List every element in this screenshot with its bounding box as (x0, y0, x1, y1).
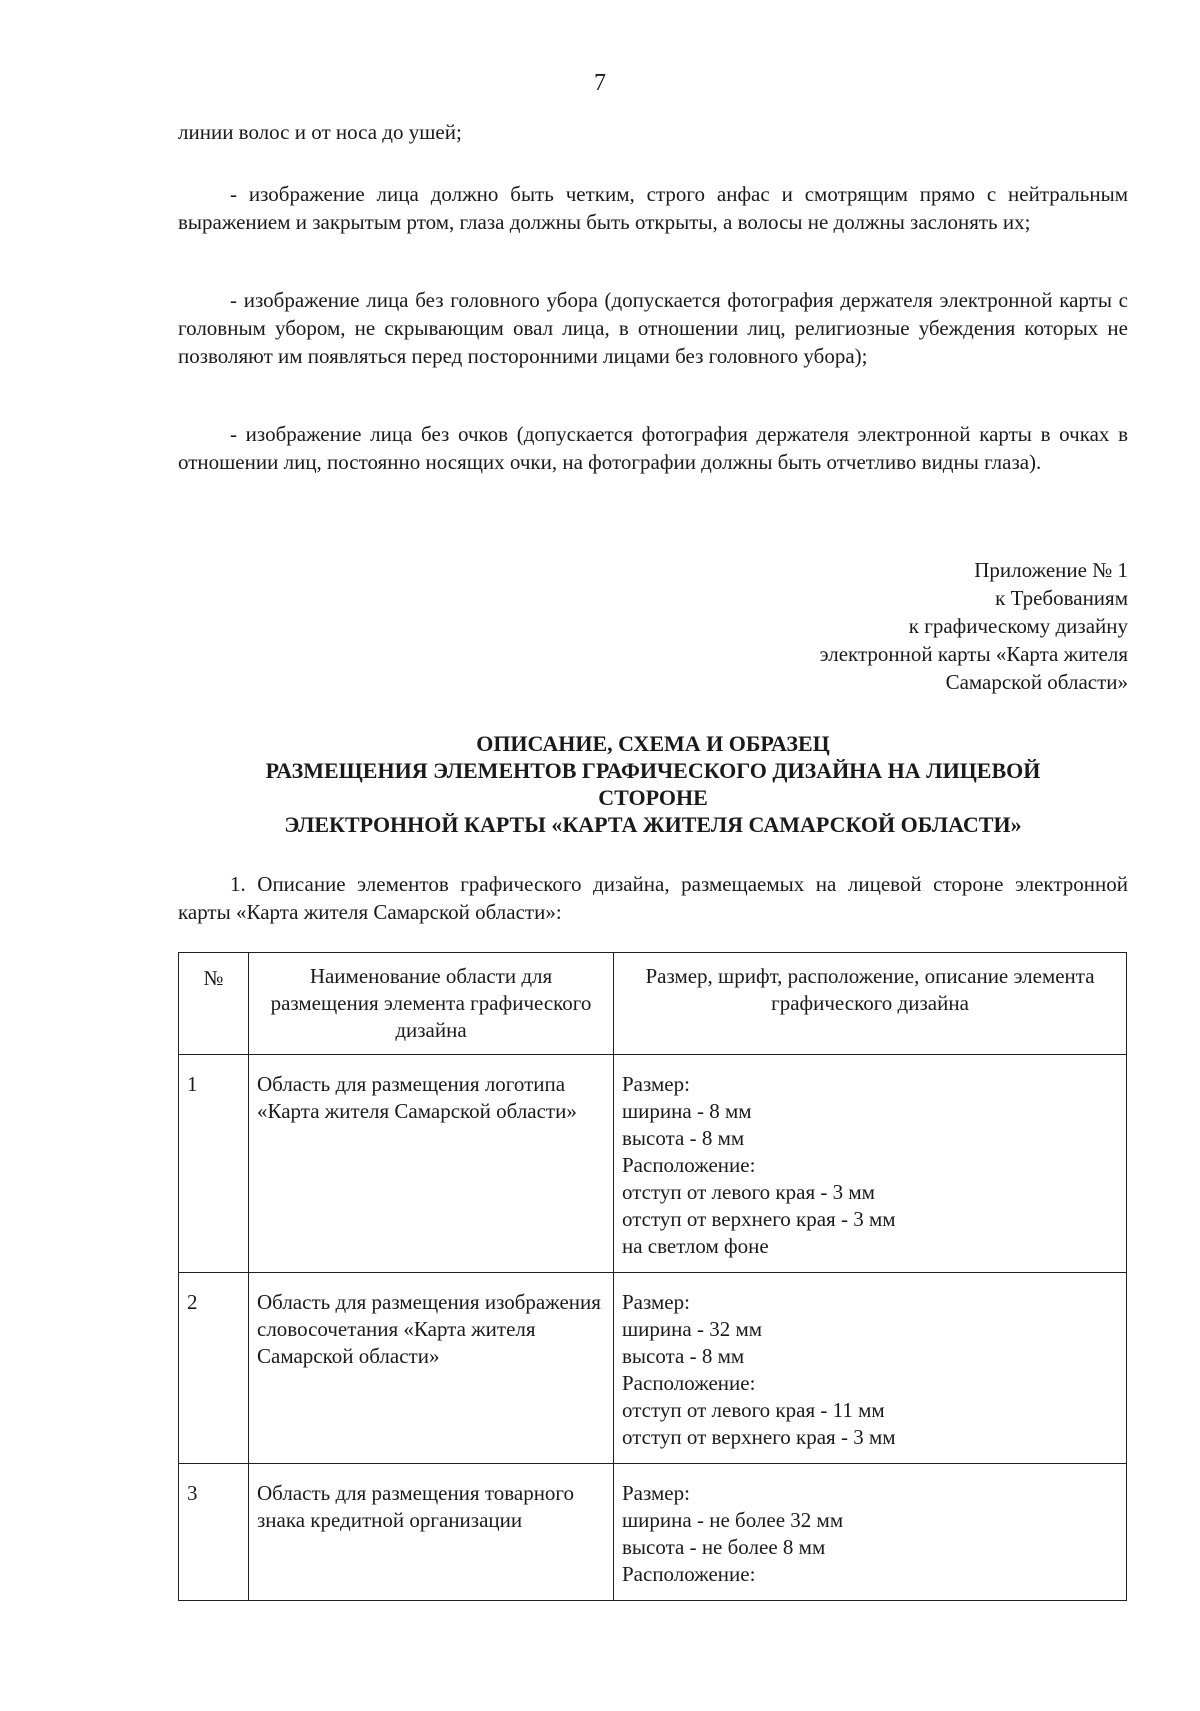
paragraph-1: линии волос и от носа до ушей; (178, 120, 462, 144)
desc-line: отступ от верхнего края - 3 мм (622, 1425, 896, 1449)
desc-line: ширина - 8 мм (622, 1099, 752, 1123)
desc-line: Размер: (622, 1290, 690, 1314)
title-line: ЭЛЕКТРОННОЙ КАРТЫ «КАРТА ЖИТЕЛЯ САМАРСКОЙ ОБЛАСТИ» (284, 812, 1022, 837)
row-name: Область для размещения логотипа «Карта жителя Самарской области» (249, 1055, 614, 1273)
desc-line: Размер: (622, 1481, 690, 1505)
header-name: Наименование области для размещения элемента графического дизайна (249, 953, 614, 1055)
row-desc (614, 1273, 1127, 1464)
row-num: 2 (179, 1273, 249, 1464)
row-desc (614, 1464, 1127, 1601)
row-name: Область для размещения товарного знака кредитной организации (249, 1464, 614, 1601)
desc-line: отступ от левого края - 11 мм (622, 1398, 885, 1422)
desc-line: высота - 8 мм (622, 1344, 745, 1368)
desc-line: ширина - не более 32 мм (622, 1508, 844, 1532)
appendix-line: электронной карты «Карта жителя (819, 642, 1128, 666)
table-header-row (179, 953, 1127, 1055)
table-row (179, 1464, 1127, 1601)
appendix-line: к Требованиям (995, 586, 1128, 610)
desc-line: высота - 8 мм (622, 1126, 745, 1150)
desc-line: ширина - 32 мм (622, 1317, 763, 1341)
header-desc: Размер, шрифт, расположение, описание элемента графического дизайна (614, 953, 1127, 1055)
paragraph-4: - изображение лица без очков (допускается фотография держателя электронной карты в очках в отношении лиц, постоянно носящих очки, на фотографии должны быть отчетливо видны глаза). (178, 422, 1128, 474)
table-row (179, 1273, 1127, 1464)
desc-line: отступ от левого края - 3 мм (622, 1180, 875, 1204)
desc-line: Расположение: (622, 1371, 756, 1395)
document-title (178, 730, 1128, 838)
elements-table (178, 952, 1127, 1601)
desc-line: отступ от верхнего края - 3 мм (622, 1207, 896, 1231)
desc-line: высота - не более 8 мм (622, 1535, 826, 1559)
paragraph-2: - изображение лица должно быть четким, строго анфас и смотрящим прямо с нейтральным выражением и закрытым ртом, глаза должны быть открыты, а волосы не должны заслонять их; (178, 182, 1128, 234)
desc-line: Размер: (622, 1072, 690, 1096)
intro-paragraph: 1. Описание элементов графического дизайна, размещаемых на лицевой стороне электронной карты «Карта жителя Самарской области»: (178, 872, 1128, 924)
title-line: РАЗМЕЩЕНИЯ ЭЛЕМЕНТОВ ГРАФИЧЕСКОГО ДИЗАЙНА НА ЛИЦЕВОЙ (265, 758, 1041, 783)
row-num: 1 (179, 1055, 249, 1273)
desc-line: на светлом фоне (622, 1234, 769, 1258)
row-desc (614, 1055, 1127, 1273)
elements-table-wrapper (178, 952, 1126, 1601)
row-num: 3 (179, 1464, 249, 1601)
title-line: ОПИСАНИЕ, СХЕМА И ОБРАЗЕЦ (476, 731, 830, 756)
appendix-line: Приложение № 1 (974, 558, 1128, 582)
desc-line: Расположение: (622, 1153, 756, 1177)
appendix-reference (628, 556, 1128, 696)
row-name: Область для размещения изображения словосочетания «Карта жителя Самарской области» (249, 1273, 614, 1464)
title-line: СТОРОНЕ (598, 785, 708, 810)
desc-line: Расположение: (622, 1562, 756, 1586)
paragraph-3: - изображение лица без головного убора (допускается фотография держателя электронной карты с головным убором, не скрывающим овал лица, в отношении лиц, религиозные убеждения которых не позволяют им появляться перед посторонними лицами без головного убора); (178, 288, 1128, 368)
header-num: № (179, 953, 249, 1055)
table-row (179, 1055, 1127, 1273)
appendix-line: Самарской области» (945, 670, 1128, 694)
page-number: 7 (594, 70, 606, 96)
appendix-line: к графическому дизайну (908, 614, 1128, 638)
